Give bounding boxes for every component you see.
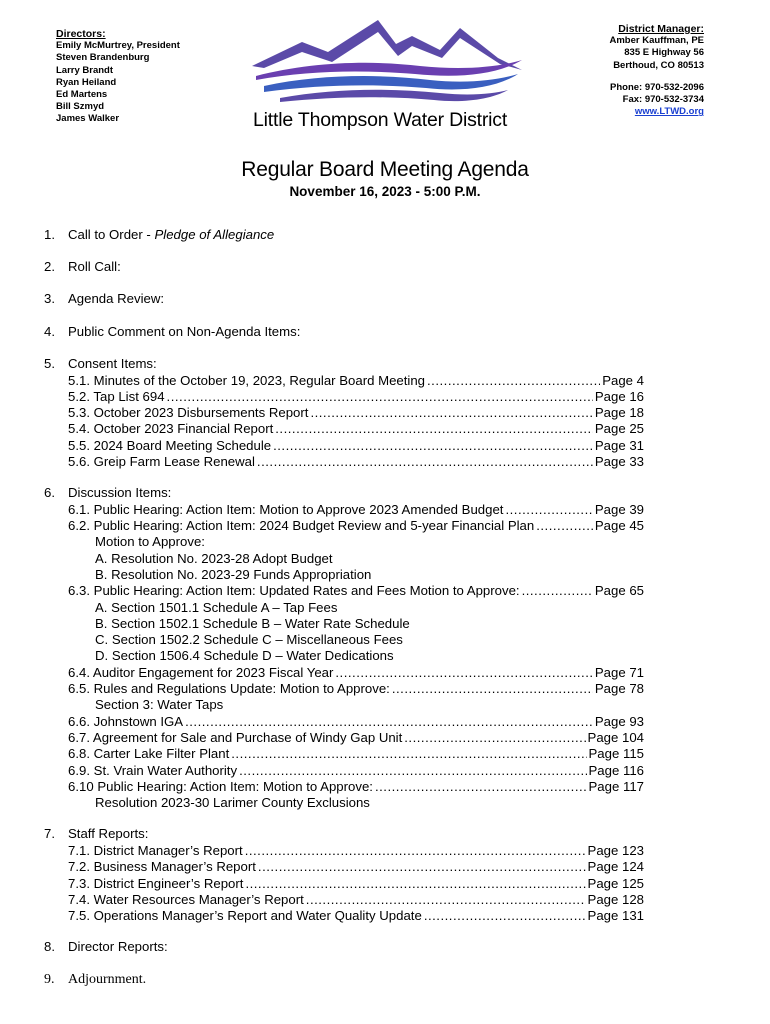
- item-text: 6.3. Public Hearing: Action Item: Updated Rates and Fees Motion to Approve:: [68, 583, 520, 599]
- item-page: Page 18: [594, 405, 644, 421]
- agenda-section-3: [44, 291, 644, 308]
- item-subline: Section 3: Water Taps: [95, 697, 224, 713]
- item-text: 5.1. Minutes of the October 19, 2023, Regular Board Meeting: [68, 372, 426, 388]
- section-number: 5.: [44, 356, 55, 371]
- director-name: Ryan Heiland: [56, 76, 117, 88]
- item-text: 7.4. Water Resources Manager’s Report: [68, 891, 304, 907]
- agenda-section-2: [44, 259, 644, 276]
- agenda-list: [44, 227, 644, 988]
- section-title: Agenda Review:: [68, 291, 165, 306]
- item-subline: A. Resolution No. 2023-28 Adopt Budget: [95, 550, 333, 566]
- section-number: 4.: [44, 323, 55, 339]
- item-page: Page 131: [587, 908, 644, 924]
- item-subline: C. Section 1502.2 Schedule C – Miscellaneous Fees: [95, 632, 403, 648]
- section-title-italic: Pledge of Allegiance: [154, 227, 275, 242]
- item-text: 6.10 Public Hearing: Action Item: Motion to Approve:: [68, 778, 373, 794]
- section-number: 1.: [44, 227, 55, 242]
- agenda-item-6-9: [68, 763, 644, 779]
- item-text: 7.5. Operations Manager’s Report and Water Quality Update: [68, 908, 422, 924]
- agenda-item-5-4: [68, 421, 644, 437]
- item-text: 5.5. 2024 Board Meeting Schedule: [68, 437, 272, 453]
- section-number: 6.: [44, 485, 55, 501]
- agenda-item-7-5: [68, 908, 644, 924]
- district-manager-block: [610, 23, 705, 118]
- item-page: Page 71: [594, 664, 644, 680]
- section-title: Staff Reports:: [68, 826, 149, 842]
- item-page: Page 128: [587, 891, 644, 907]
- item-subline: Motion to Approve:: [95, 534, 205, 550]
- manager-name: Amber Kauffman, PE: [609, 35, 704, 47]
- item-text: 6.9. St. Vrain Water Authority: [68, 762, 238, 778]
- agenda-section-5: [44, 356, 644, 470]
- address-line-1: 835 E Highway 56: [624, 47, 704, 59]
- section-title: Roll Call:: [68, 258, 121, 274]
- agenda-section-6: [44, 485, 644, 811]
- director-name: Ed Martens: [56, 89, 108, 101]
- section-number: 8.: [44, 939, 55, 955]
- agenda-item-5-5: [68, 438, 644, 454]
- agenda-item-6-3: [68, 583, 644, 599]
- agenda-item-5-1: [68, 373, 644, 389]
- item-text: 7.3. District Engineer’s Report: [68, 875, 244, 891]
- agenda-item-6-10: [68, 779, 644, 795]
- item-text: 7.1. District Manager’s Report: [68, 842, 243, 858]
- section-title: Adjournment.: [68, 971, 147, 987]
- item-subline: D. Section 1506.4 Schedule D – Water Dedications: [95, 648, 394, 664]
- agenda-item-7-4: [68, 892, 644, 908]
- item-page: Page 125: [587, 875, 644, 891]
- section-title: Consent Items:: [68, 356, 157, 371]
- item-text: 6.6. Johnstown IGA: [68, 713, 184, 729]
- agenda-item-6-5: [68, 681, 644, 697]
- agenda-section-4: [44, 324, 644, 341]
- item-page: Page 123: [587, 842, 644, 858]
- agenda-item-6-2: [68, 518, 644, 534]
- item-page: Page 33: [594, 453, 644, 469]
- item-text: 5.4. October 2023 Financial Report: [68, 421, 274, 437]
- item-page: Page 117: [588, 778, 644, 794]
- agenda-item-6-1: [68, 502, 644, 518]
- item-subline: A. Section 1501.1 Schedule A – Tap Fees: [95, 599, 338, 615]
- item-text: 6.4. Auditor Engagement for 2023 Fiscal Year: [68, 664, 334, 680]
- item-text: 6.7. Agreement for Sale and Purchase of Windy Gap Unit: [68, 729, 403, 745]
- item-subline: B. Section 1502.1 Schedule B – Water Rate Schedule: [95, 615, 410, 631]
- item-text: 7.2. Business Manager’s Report: [68, 859, 256, 875]
- director-name: Emily McMurtrey, President: [56, 40, 180, 52]
- agenda-item-6-8: [68, 746, 644, 762]
- section-title: Discussion Items:: [68, 485, 172, 501]
- item-page: Page 124: [587, 859, 644, 875]
- meeting-date: November 16, 2023 - 5:00 P.M.: [289, 184, 481, 199]
- director-name: James Walker: [56, 113, 120, 125]
- item-subline: B. Resolution No. 2023-29 Funds Appropriation: [95, 566, 372, 582]
- item-page: Page 25: [594, 421, 644, 437]
- item-page: Page 78: [594, 681, 644, 697]
- district-logo: [250, 14, 525, 132]
- item-text: 5.2. Tap List 694: [68, 388, 165, 404]
- mountain-water-logo-icon: [250, 14, 525, 109]
- address-line-2: Berthoud, CO 80513: [613, 59, 704, 71]
- agenda-item-7-2: [68, 859, 644, 875]
- agenda-item-5-2: [68, 389, 644, 405]
- item-page: Page 115: [588, 746, 644, 762]
- item-page: Page 45: [594, 518, 644, 534]
- fax-number: Fax: 970-532-3734: [622, 94, 704, 106]
- phone-number: Phone: 970-532-2096: [610, 81, 704, 93]
- item-page: Page 39: [594, 501, 644, 517]
- section-number: 7.: [44, 826, 55, 842]
- item-page: Page 65: [594, 583, 644, 599]
- agenda-item-6-6: [68, 714, 644, 730]
- directors-label: Directors:: [56, 28, 106, 40]
- section-number: 2.: [44, 258, 55, 274]
- item-text: 6.1. Public Hearing: Action Item: Motion to Approve 2023 Amended Budget: [68, 501, 504, 517]
- section-number: 3.: [44, 291, 55, 306]
- director-name: Steven Brandenburg: [56, 52, 150, 64]
- agenda-section-8: [44, 939, 644, 956]
- agenda-section-9: [44, 972, 644, 989]
- agenda-item-6-4: [68, 665, 644, 681]
- item-page: Page 4: [602, 372, 644, 388]
- item-page: Page 104: [587, 729, 644, 745]
- district-name: Little Thompson Water District: [253, 109, 508, 131]
- agenda-section-1: [44, 227, 644, 244]
- manager-label: District Manager:: [618, 23, 704, 35]
- agenda-item-7-1: [68, 843, 644, 859]
- item-page: Page 93: [594, 713, 644, 729]
- section-title: Director Reports:: [68, 939, 168, 955]
- director-name: Bill Szmyd: [56, 101, 105, 113]
- agenda-item-5-3: [68, 405, 644, 421]
- section-number: 9.: [44, 971, 55, 987]
- section-title: Call to Order -: [68, 227, 155, 242]
- item-text: 6.5. Rules and Regulations Update: Motion to Approve:: [68, 681, 390, 697]
- item-text: 6.2. Public Hearing: Action Item: 2024 Budget Review and 5-year Financial Plan: [68, 518, 535, 534]
- item-text: 6.8. Carter Lake Filter Plant: [68, 746, 230, 762]
- agenda-section-7: [44, 826, 644, 924]
- website-link[interactable]: www.LTWD.org: [634, 106, 704, 118]
- section-title: Public Comment on Non-Agenda Items:: [68, 323, 301, 339]
- agenda-item-7-3: [68, 876, 644, 892]
- director-name: Larry Brandt: [56, 64, 114, 76]
- agenda-item-6-7: [68, 730, 644, 746]
- item-page: Page 116: [588, 762, 644, 778]
- page-title: Regular Board Meeting Agenda: [241, 158, 529, 181]
- agenda-item-5-6: [68, 454, 644, 470]
- item-text: 5.6. Greip Farm Lease Renewal: [68, 453, 255, 469]
- item-text: 5.3. October 2023 Disbursements Report: [68, 405, 309, 421]
- item-subline: Resolution 2023-30 Larimer County Exclusions: [95, 795, 370, 811]
- directors-block: [56, 28, 180, 126]
- item-page: Page 16: [594, 388, 644, 404]
- item-page: Page 31: [594, 437, 644, 453]
